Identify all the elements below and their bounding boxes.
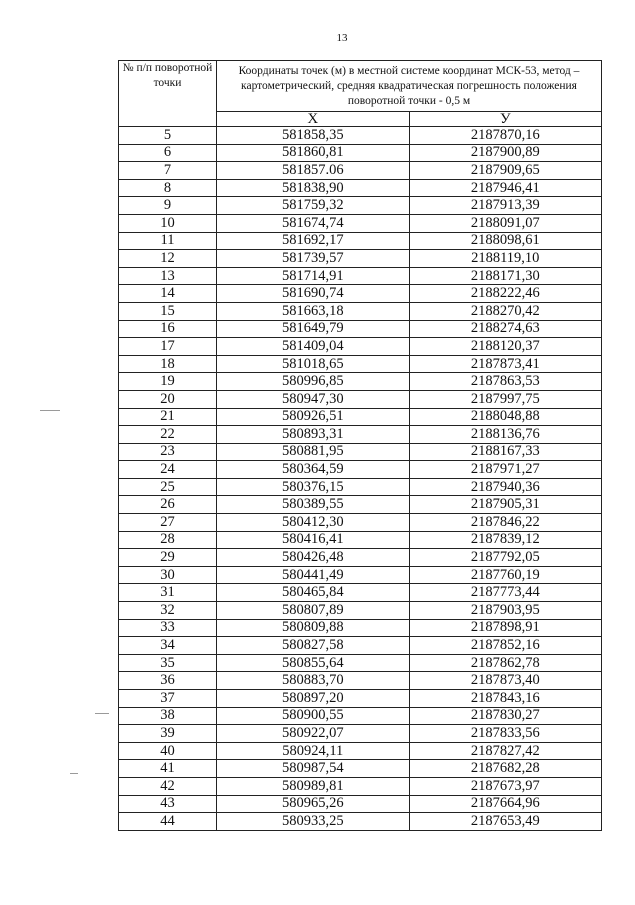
cell-point-number: 20 (119, 390, 217, 408)
table-row (119, 725, 602, 743)
table-row (119, 795, 602, 813)
table-row (119, 408, 602, 426)
cell-x: 580441,49 (217, 566, 410, 584)
table-row (119, 637, 602, 655)
cell-x: 580807,89 (217, 602, 410, 620)
cell-x: 581663,18 (217, 302, 410, 320)
cell-y: 2187673,97 (409, 777, 602, 795)
coordinates-table (118, 60, 602, 831)
table-row (119, 742, 602, 760)
cell-x: 581759,32 (217, 197, 410, 215)
cell-x: 581857.06 (217, 162, 410, 180)
table-row (119, 197, 602, 215)
scan-mark (40, 410, 60, 411)
column-header-coordinates: Координаты точек (м) в местной системе координат МСК-53, метод – картометрический, средняя квадратическая погрешность положения поворотной точки - 0,5 м (217, 61, 602, 112)
table-row (119, 531, 602, 549)
cell-x: 580881,95 (217, 443, 410, 461)
cell-point-number: 24 (119, 461, 217, 479)
cell-x: 580465,84 (217, 584, 410, 602)
cell-y: 2188091,07 (409, 214, 602, 232)
table-row (119, 707, 602, 725)
cell-point-number: 11 (119, 232, 217, 250)
cell-x: 580893,31 (217, 426, 410, 444)
cell-y: 2188274,63 (409, 320, 602, 338)
cell-y: 2188119,10 (409, 250, 602, 268)
scan-mark (95, 713, 109, 714)
cell-y: 2187913,39 (409, 197, 602, 215)
page-number: 13 (336, 32, 348, 44)
cell-point-number: 22 (119, 426, 217, 444)
cell-x: 580416,41 (217, 531, 410, 549)
cell-x: 581838,90 (217, 179, 410, 197)
column-header-x: X (217, 112, 410, 127)
cell-point-number: 37 (119, 690, 217, 708)
cell-x: 580926,51 (217, 408, 410, 426)
cell-y: 2187971,27 (409, 461, 602, 479)
cell-x: 581409,04 (217, 338, 410, 356)
cell-point-number: 25 (119, 478, 217, 496)
cell-point-number: 26 (119, 496, 217, 514)
cell-y: 2187843,16 (409, 690, 602, 708)
table-row (119, 566, 602, 584)
table-row (119, 144, 602, 162)
cell-x: 580883,70 (217, 672, 410, 690)
cell-y: 2188098,61 (409, 232, 602, 250)
cell-point-number: 33 (119, 619, 217, 637)
cell-y: 2187839,12 (409, 531, 602, 549)
cell-y: 2187830,27 (409, 707, 602, 725)
cell-y: 2188222,46 (409, 285, 602, 303)
cell-x: 581018,65 (217, 355, 410, 373)
cell-x: 580809,88 (217, 619, 410, 637)
cell-y: 2188048,88 (409, 408, 602, 426)
cell-x: 580900,55 (217, 707, 410, 725)
cell-point-number: 28 (119, 531, 217, 549)
table-row (119, 549, 602, 567)
cell-y: 2187870,16 (409, 127, 602, 145)
cell-point-number: 43 (119, 795, 217, 813)
cell-x: 581690,74 (217, 285, 410, 303)
table-row (119, 514, 602, 532)
cell-x: 581739,57 (217, 250, 410, 268)
cell-y: 2187653,49 (409, 813, 602, 831)
table-row (119, 672, 602, 690)
table-row (119, 760, 602, 778)
cell-x: 580897,20 (217, 690, 410, 708)
table-row (119, 355, 602, 373)
cell-point-number: 9 (119, 197, 217, 215)
cell-x: 581714,91 (217, 267, 410, 285)
table-body (119, 127, 602, 831)
table-row (119, 162, 602, 180)
cell-y: 2187862,78 (409, 654, 602, 672)
cell-x: 581860,81 (217, 144, 410, 162)
cell-x: 580922,07 (217, 725, 410, 743)
cell-y: 2188171,30 (409, 267, 602, 285)
cell-point-number: 10 (119, 214, 217, 232)
cell-point-number: 5 (119, 127, 217, 145)
cell-y: 2187900,89 (409, 144, 602, 162)
table-row (119, 250, 602, 268)
table-row (119, 478, 602, 496)
cell-y: 2187898,91 (409, 619, 602, 637)
cell-point-number: 31 (119, 584, 217, 602)
table-row (119, 320, 602, 338)
cell-x: 581858,35 (217, 127, 410, 145)
cell-point-number: 13 (119, 267, 217, 285)
table-row (119, 285, 602, 303)
table-row (119, 338, 602, 356)
table-row (119, 619, 602, 637)
cell-point-number: 19 (119, 373, 217, 391)
cell-x: 580989,81 (217, 777, 410, 795)
cell-y: 2187760,19 (409, 566, 602, 584)
table-row (119, 777, 602, 795)
table-row (119, 584, 602, 602)
cell-y: 2187940,36 (409, 478, 602, 496)
cell-x: 580965,26 (217, 795, 410, 813)
cell-x: 580827,58 (217, 637, 410, 655)
cell-y: 2187792,05 (409, 549, 602, 567)
cell-point-number: 39 (119, 725, 217, 743)
cell-x: 581674,74 (217, 214, 410, 232)
table-row (119, 214, 602, 232)
table-row (119, 179, 602, 197)
cell-y: 2188167,33 (409, 443, 602, 461)
cell-point-number: 41 (119, 760, 217, 778)
cell-y: 2187682,28 (409, 760, 602, 778)
cell-point-number: 32 (119, 602, 217, 620)
table-row (119, 461, 602, 479)
cell-x: 580947,30 (217, 390, 410, 408)
cell-y: 2187903,95 (409, 602, 602, 620)
cell-x: 580987,54 (217, 760, 410, 778)
cell-x: 580855,64 (217, 654, 410, 672)
cell-point-number: 12 (119, 250, 217, 268)
cell-x: 580364,59 (217, 461, 410, 479)
table-row (119, 426, 602, 444)
cell-x: 580996,85 (217, 373, 410, 391)
cell-point-number: 21 (119, 408, 217, 426)
cell-x: 580412,30 (217, 514, 410, 532)
cell-y: 2187946,41 (409, 179, 602, 197)
cell-x: 580389,55 (217, 496, 410, 514)
table-row (119, 496, 602, 514)
table-row (119, 690, 602, 708)
cell-y: 2187997,75 (409, 390, 602, 408)
cell-x: 580376,15 (217, 478, 410, 496)
cell-y: 2187909,65 (409, 162, 602, 180)
cell-y: 2188270,42 (409, 302, 602, 320)
scan-mark (70, 773, 78, 774)
table-row (119, 443, 602, 461)
table-row (119, 232, 602, 250)
cell-y: 2187833,56 (409, 725, 602, 743)
cell-point-number: 27 (119, 514, 217, 532)
table-row (119, 813, 602, 831)
cell-point-number: 6 (119, 144, 217, 162)
cell-y: 2188136,76 (409, 426, 602, 444)
cell-point-number: 38 (119, 707, 217, 725)
cell-y: 2187873,41 (409, 355, 602, 373)
cell-y: 2187846,22 (409, 514, 602, 532)
cell-point-number: 17 (119, 338, 217, 356)
table-row (119, 373, 602, 391)
cell-x: 581649,79 (217, 320, 410, 338)
table-row (119, 127, 602, 145)
cell-point-number: 40 (119, 742, 217, 760)
cell-x: 580933,25 (217, 813, 410, 831)
cell-point-number: 44 (119, 813, 217, 831)
cell-y: 2187827,42 (409, 742, 602, 760)
column-header-y: У (409, 112, 602, 127)
column-header-point-number: № п/п поворотной точки (119, 61, 217, 127)
cell-point-number: 14 (119, 285, 217, 303)
table-row (119, 302, 602, 320)
cell-point-number: 18 (119, 355, 217, 373)
cell-point-number: 16 (119, 320, 217, 338)
cell-point-number: 36 (119, 672, 217, 690)
cell-point-number: 7 (119, 162, 217, 180)
table-row (119, 267, 602, 285)
table-row (119, 602, 602, 620)
cell-y: 2187773,44 (409, 584, 602, 602)
cell-y: 2187905,31 (409, 496, 602, 514)
cell-y: 2187863,53 (409, 373, 602, 391)
table-row (119, 654, 602, 672)
table-row (119, 390, 602, 408)
cell-point-number: 8 (119, 179, 217, 197)
cell-point-number: 29 (119, 549, 217, 567)
cell-x: 581692,17 (217, 232, 410, 250)
cell-point-number: 23 (119, 443, 217, 461)
cell-point-number: 42 (119, 777, 217, 795)
cell-y: 2187873,40 (409, 672, 602, 690)
cell-point-number: 15 (119, 302, 217, 320)
cell-x: 580426,48 (217, 549, 410, 567)
cell-y: 2187664,96 (409, 795, 602, 813)
cell-y: 2187852,16 (409, 637, 602, 655)
cell-x: 580924,11 (217, 742, 410, 760)
cell-point-number: 30 (119, 566, 217, 584)
cell-point-number: 35 (119, 654, 217, 672)
cell-point-number: 34 (119, 637, 217, 655)
cell-y: 2188120,37 (409, 338, 602, 356)
